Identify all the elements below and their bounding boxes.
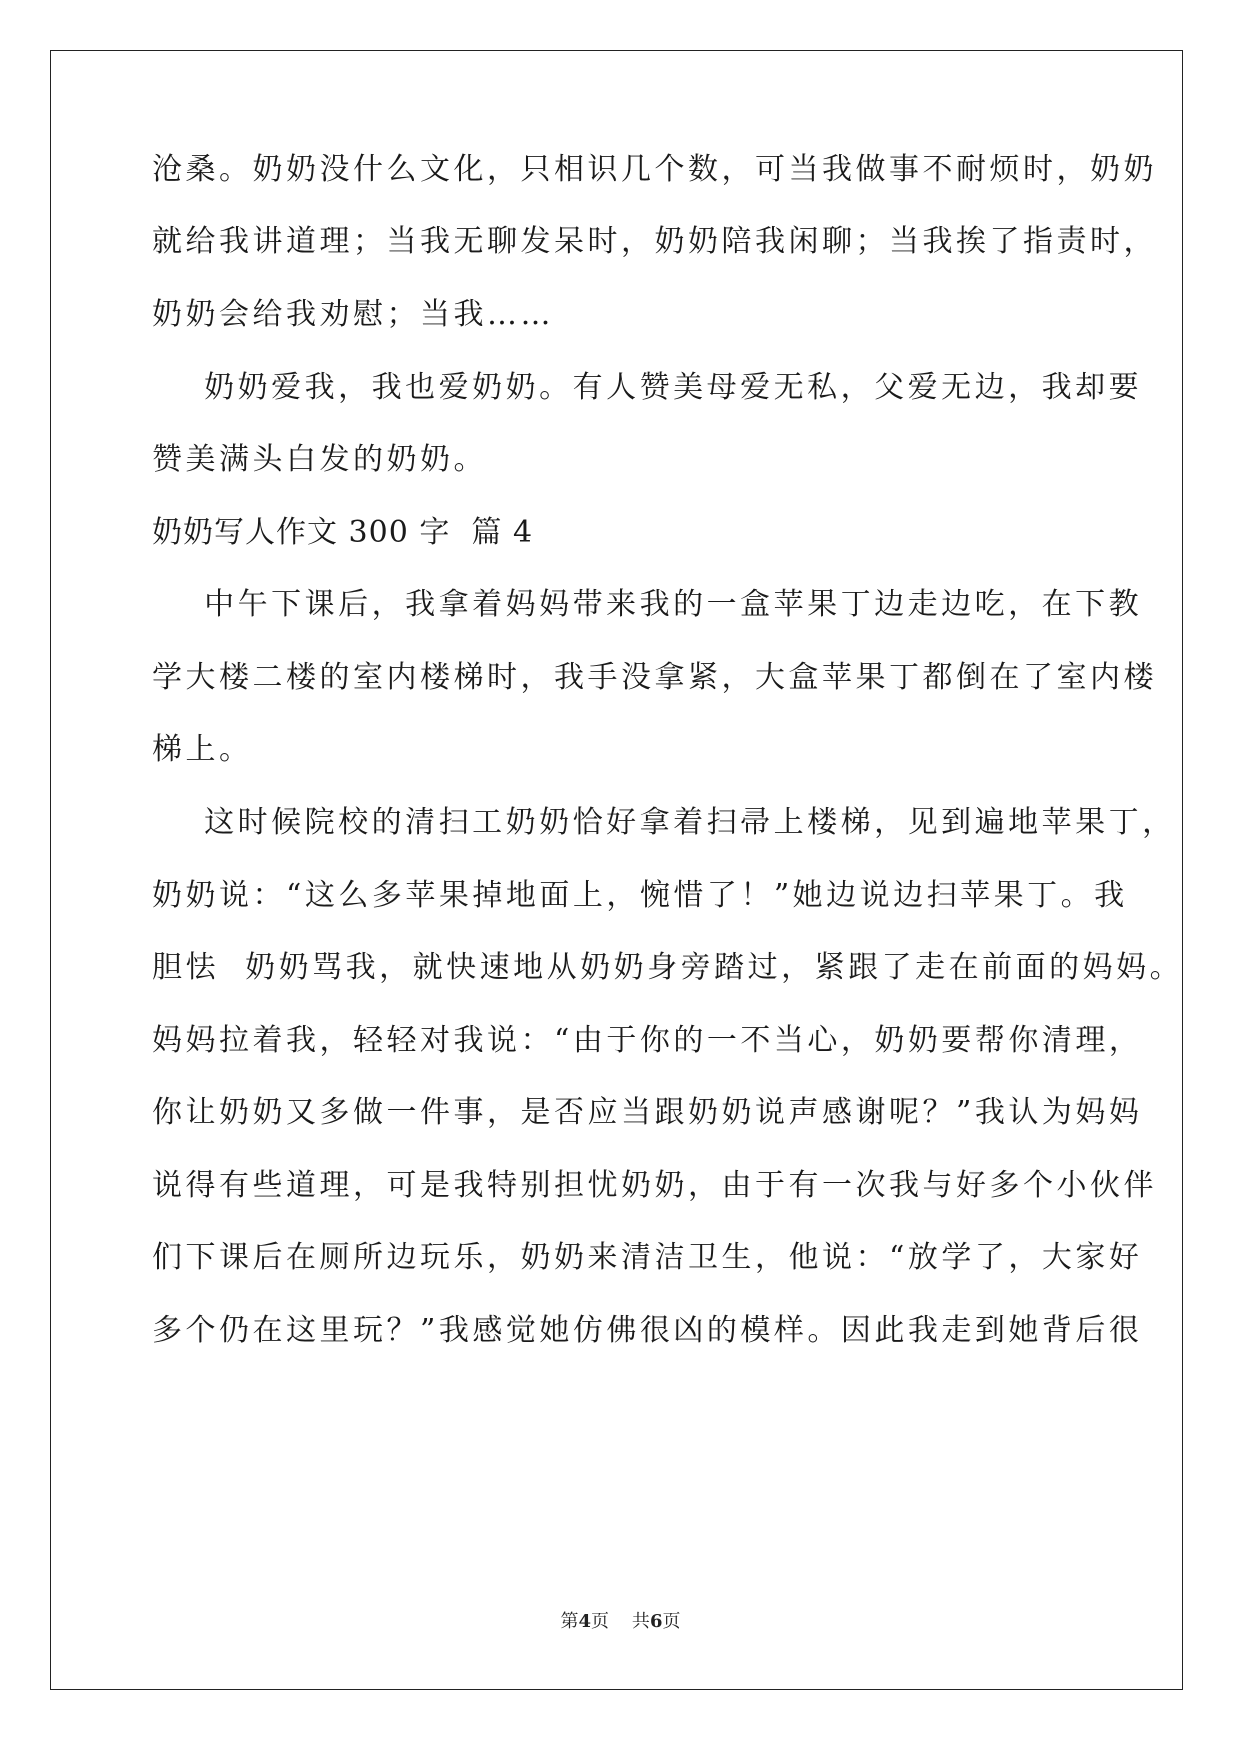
text-line: 说得有些道理，可是我特别担忧奶奶，由于有一次我与好多个小伙伴: [152, 1168, 1157, 1203]
text-line: 奶奶会给我劝慰；当我……: [152, 297, 554, 332]
text-line: 奶奶说：“这么多苹果掉地面上，惋惜了！”她边说边扫苹果丁。我: [152, 878, 1128, 913]
total-page-number: 6: [649, 1611, 663, 1632]
text-line: 胆怯 奶奶骂我，就快速地从奶奶身旁踏过，紧跟了走在前面的妈妈。: [152, 950, 1184, 985]
text-line: 奶奶爱我，我也爱奶奶。有人赞美母爱无私，父爱无边，我却要: [152, 370, 1143, 405]
footer-prefix: 第: [560, 1611, 579, 1632]
text-line: 妈妈拉着我，轻轻对我说：“由于你的一不当心，奶奶要帮你清理，: [152, 1023, 1143, 1058]
text-line: 梯上。: [152, 732, 253, 767]
footer-mid: 页 共: [591, 1611, 650, 1632]
text-line: 们下课后在厕所边玩乐，奶奶来清洁卫生，他说：“放学了，大家好: [152, 1240, 1143, 1275]
text-line: 沧桑。奶奶没什么文化，只相识几个数，可当我做事不耐烦时，奶奶: [152, 152, 1157, 187]
text-line: 中午下课后，我拿着妈妈带来我的一盒苹果丁边走边吃，在下教: [152, 587, 1143, 622]
section-heading: 奶奶写人作文 300 字 篇 4: [152, 515, 534, 550]
text-line: 学大楼二楼的室内楼梯时，我手没拿紧，大盒苹果丁都倒在了室内楼: [152, 660, 1157, 695]
page-footer: [0, 1610, 1241, 1634]
current-page-number: 4: [578, 1611, 592, 1632]
text-line: 赞美满头白发的奶奶。: [152, 442, 487, 477]
text-line: 你让奶奶又多做一件事，是否应当跟奶奶说声感谢呢？”我认为妈妈: [152, 1095, 1143, 1130]
footer-suffix: 页: [662, 1611, 681, 1632]
text-line: 多个仍在这里玩？”我感觉她仿佛很凶的模样。因此我走到她背后很: [152, 1313, 1143, 1348]
text-line: 就给我讲道理；当我无聊发呆时，奶奶陪我闲聊；当我挨了指责时，: [152, 224, 1157, 259]
text-line: 这时候院校的清扫工奶奶恰好拿着扫帚上楼梯，见到遍地苹果丁，: [152, 805, 1176, 840]
